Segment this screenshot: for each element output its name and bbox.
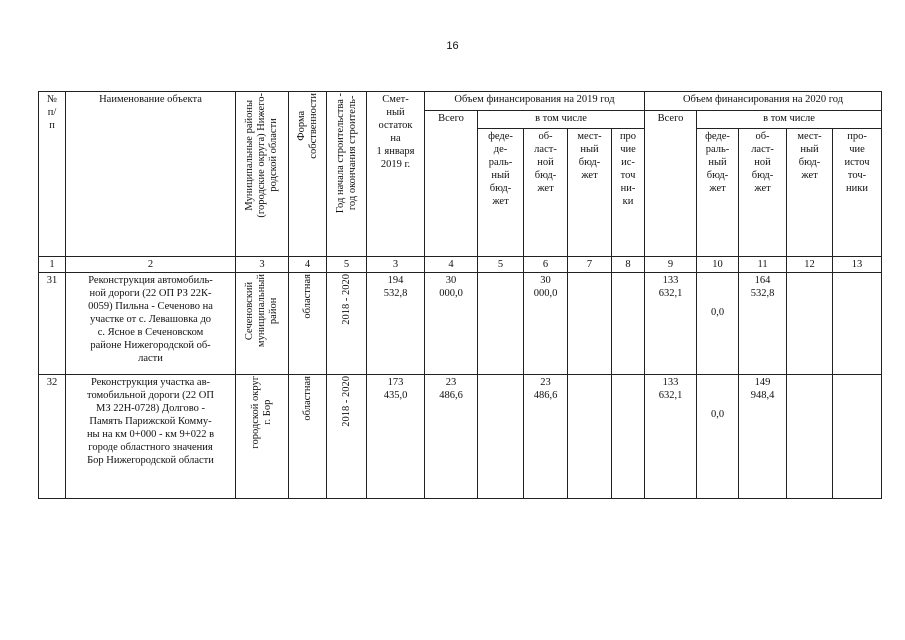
column-number: 8 xyxy=(612,257,645,273)
header-ownership-text: Форма собственности xyxy=(295,93,319,159)
column-number: 7 xyxy=(568,257,612,273)
column-number: 5 xyxy=(478,257,524,273)
header-reg-2019: об- ласт- ной бюд- жет xyxy=(524,129,568,257)
column-number: 3 xyxy=(236,257,289,273)
balance-value: 173 435,0 xyxy=(367,375,425,499)
page-number: 16 xyxy=(446,40,459,52)
header-fed-2020: феде- раль- ный бюд- жет xyxy=(697,129,739,257)
header-loc-2020: мест- ный бюд- жет xyxy=(787,129,833,257)
column-number: 3 xyxy=(367,257,425,273)
row-num: 32 xyxy=(39,375,66,499)
header-total-2019: Всего xyxy=(425,111,478,257)
column-number: 4 xyxy=(289,257,327,273)
header-fin-2020: Объем финансирования на 2020 год xyxy=(645,92,882,111)
header-years-text: Год начала строительства - год окончания строитель- xyxy=(334,93,358,214)
column-number: 5 xyxy=(327,257,367,273)
years-cell xyxy=(327,273,367,375)
row-num: 31 xyxy=(39,273,66,375)
reg-2019-value: 23 486,6 xyxy=(524,375,568,499)
reg-2019-value: 30 000,0 xyxy=(524,273,568,375)
loc-2020-value xyxy=(787,273,833,375)
fed-2019-value xyxy=(478,375,524,499)
column-numbers-row xyxy=(39,257,882,273)
column-number: 9 xyxy=(645,257,697,273)
ownership-cell xyxy=(289,273,327,375)
header-district xyxy=(236,92,289,257)
column-number: 6 xyxy=(524,257,568,273)
column-number: 10 xyxy=(697,257,739,273)
total-2020-value: 133 632,1 xyxy=(645,375,697,499)
header-loc-2019: мест- ный бюд- жет xyxy=(568,129,612,257)
header-fin-2019: Объем финансирования на 2019 год xyxy=(425,92,645,111)
object-name: Реконструкция автомобиль- ной дороги (22 ОП РЗ 22К- 0059) Пильна - Сеченово на участке от с. Левашовка до с. Ясное в Сеченовском районе Нижегородской об- ласти xyxy=(66,273,236,375)
financing-table xyxy=(38,91,882,499)
ownership-text: областная xyxy=(301,274,313,319)
oth-2020-value xyxy=(833,375,882,499)
oth-2019-value xyxy=(612,273,645,375)
years-text: 2018 - 2020 xyxy=(340,376,352,427)
header-ownership xyxy=(289,92,327,257)
balance-value: 194 532,8 xyxy=(367,273,425,375)
header-incl-2020: в том числе xyxy=(697,111,882,129)
header-num: № п/ п xyxy=(39,92,66,257)
column-number: 4 xyxy=(425,257,478,273)
fed-2020-value: 0,0 xyxy=(697,375,739,499)
column-number: 2 xyxy=(66,257,236,273)
total-2019-value: 23 486,6 xyxy=(425,375,478,499)
column-number: 11 xyxy=(739,257,787,273)
header-incl-2019: в том числе xyxy=(478,111,645,129)
fed-2020-value: 0,0 xyxy=(697,273,739,375)
district-text: городской округ г. Бор xyxy=(250,376,273,449)
header-oth-2019: про чие ис- точ ни- ки xyxy=(612,129,645,257)
header-balance: Смет- ный остаток на 1 января 2019 г. xyxy=(367,92,425,257)
district-cell xyxy=(236,375,289,499)
header-oth-2020: про- чие источ точ- ники xyxy=(833,129,882,257)
loc-2020-value xyxy=(787,375,833,499)
ownership-text: областная xyxy=(301,376,313,421)
oth-2020-value xyxy=(833,273,882,375)
reg-2020-value: 164 532,8 xyxy=(739,273,787,375)
table-row xyxy=(39,375,882,499)
loc-2019-value xyxy=(568,273,612,375)
header-name: Наименование объекта xyxy=(66,92,236,257)
header-years xyxy=(327,92,367,257)
header-reg-2020: об- ласт- ной бюд- жет xyxy=(739,129,787,257)
header-total-2020: Всего xyxy=(645,111,697,257)
reg-2020-value: 149 948,4 xyxy=(739,375,787,499)
years-cell xyxy=(327,375,367,499)
oth-2019-value xyxy=(612,375,645,499)
header-fed-2019: феде- де- раль- ный бюд- жет xyxy=(478,129,524,257)
district-text: Сеченовский муниципальный район xyxy=(244,274,279,348)
total-2020-value: 133 632,1 xyxy=(645,273,697,375)
object-name: Реконструкция участка ав- томобильной дороги (22 ОП МЗ 22Н-0728) Долгово - Память Парижской Комму- ны на км 0+000 - км 9+022 в городе областного значения Бор Нижегородской области xyxy=(66,375,236,499)
district-cell xyxy=(236,273,289,375)
column-number: 12 xyxy=(787,257,833,273)
table-row xyxy=(39,273,882,375)
column-number: 1 xyxy=(39,257,66,273)
fed-2019-value xyxy=(478,273,524,375)
loc-2019-value xyxy=(568,375,612,499)
ownership-cell xyxy=(289,375,327,499)
years-text: 2018 - 2020 xyxy=(340,274,352,325)
column-number: 13 xyxy=(833,257,882,273)
header-district-text: Муниципальные районы (городские округа) Нижего- родской области xyxy=(244,93,279,218)
total-2019-value: 30 000,0 xyxy=(425,273,478,375)
